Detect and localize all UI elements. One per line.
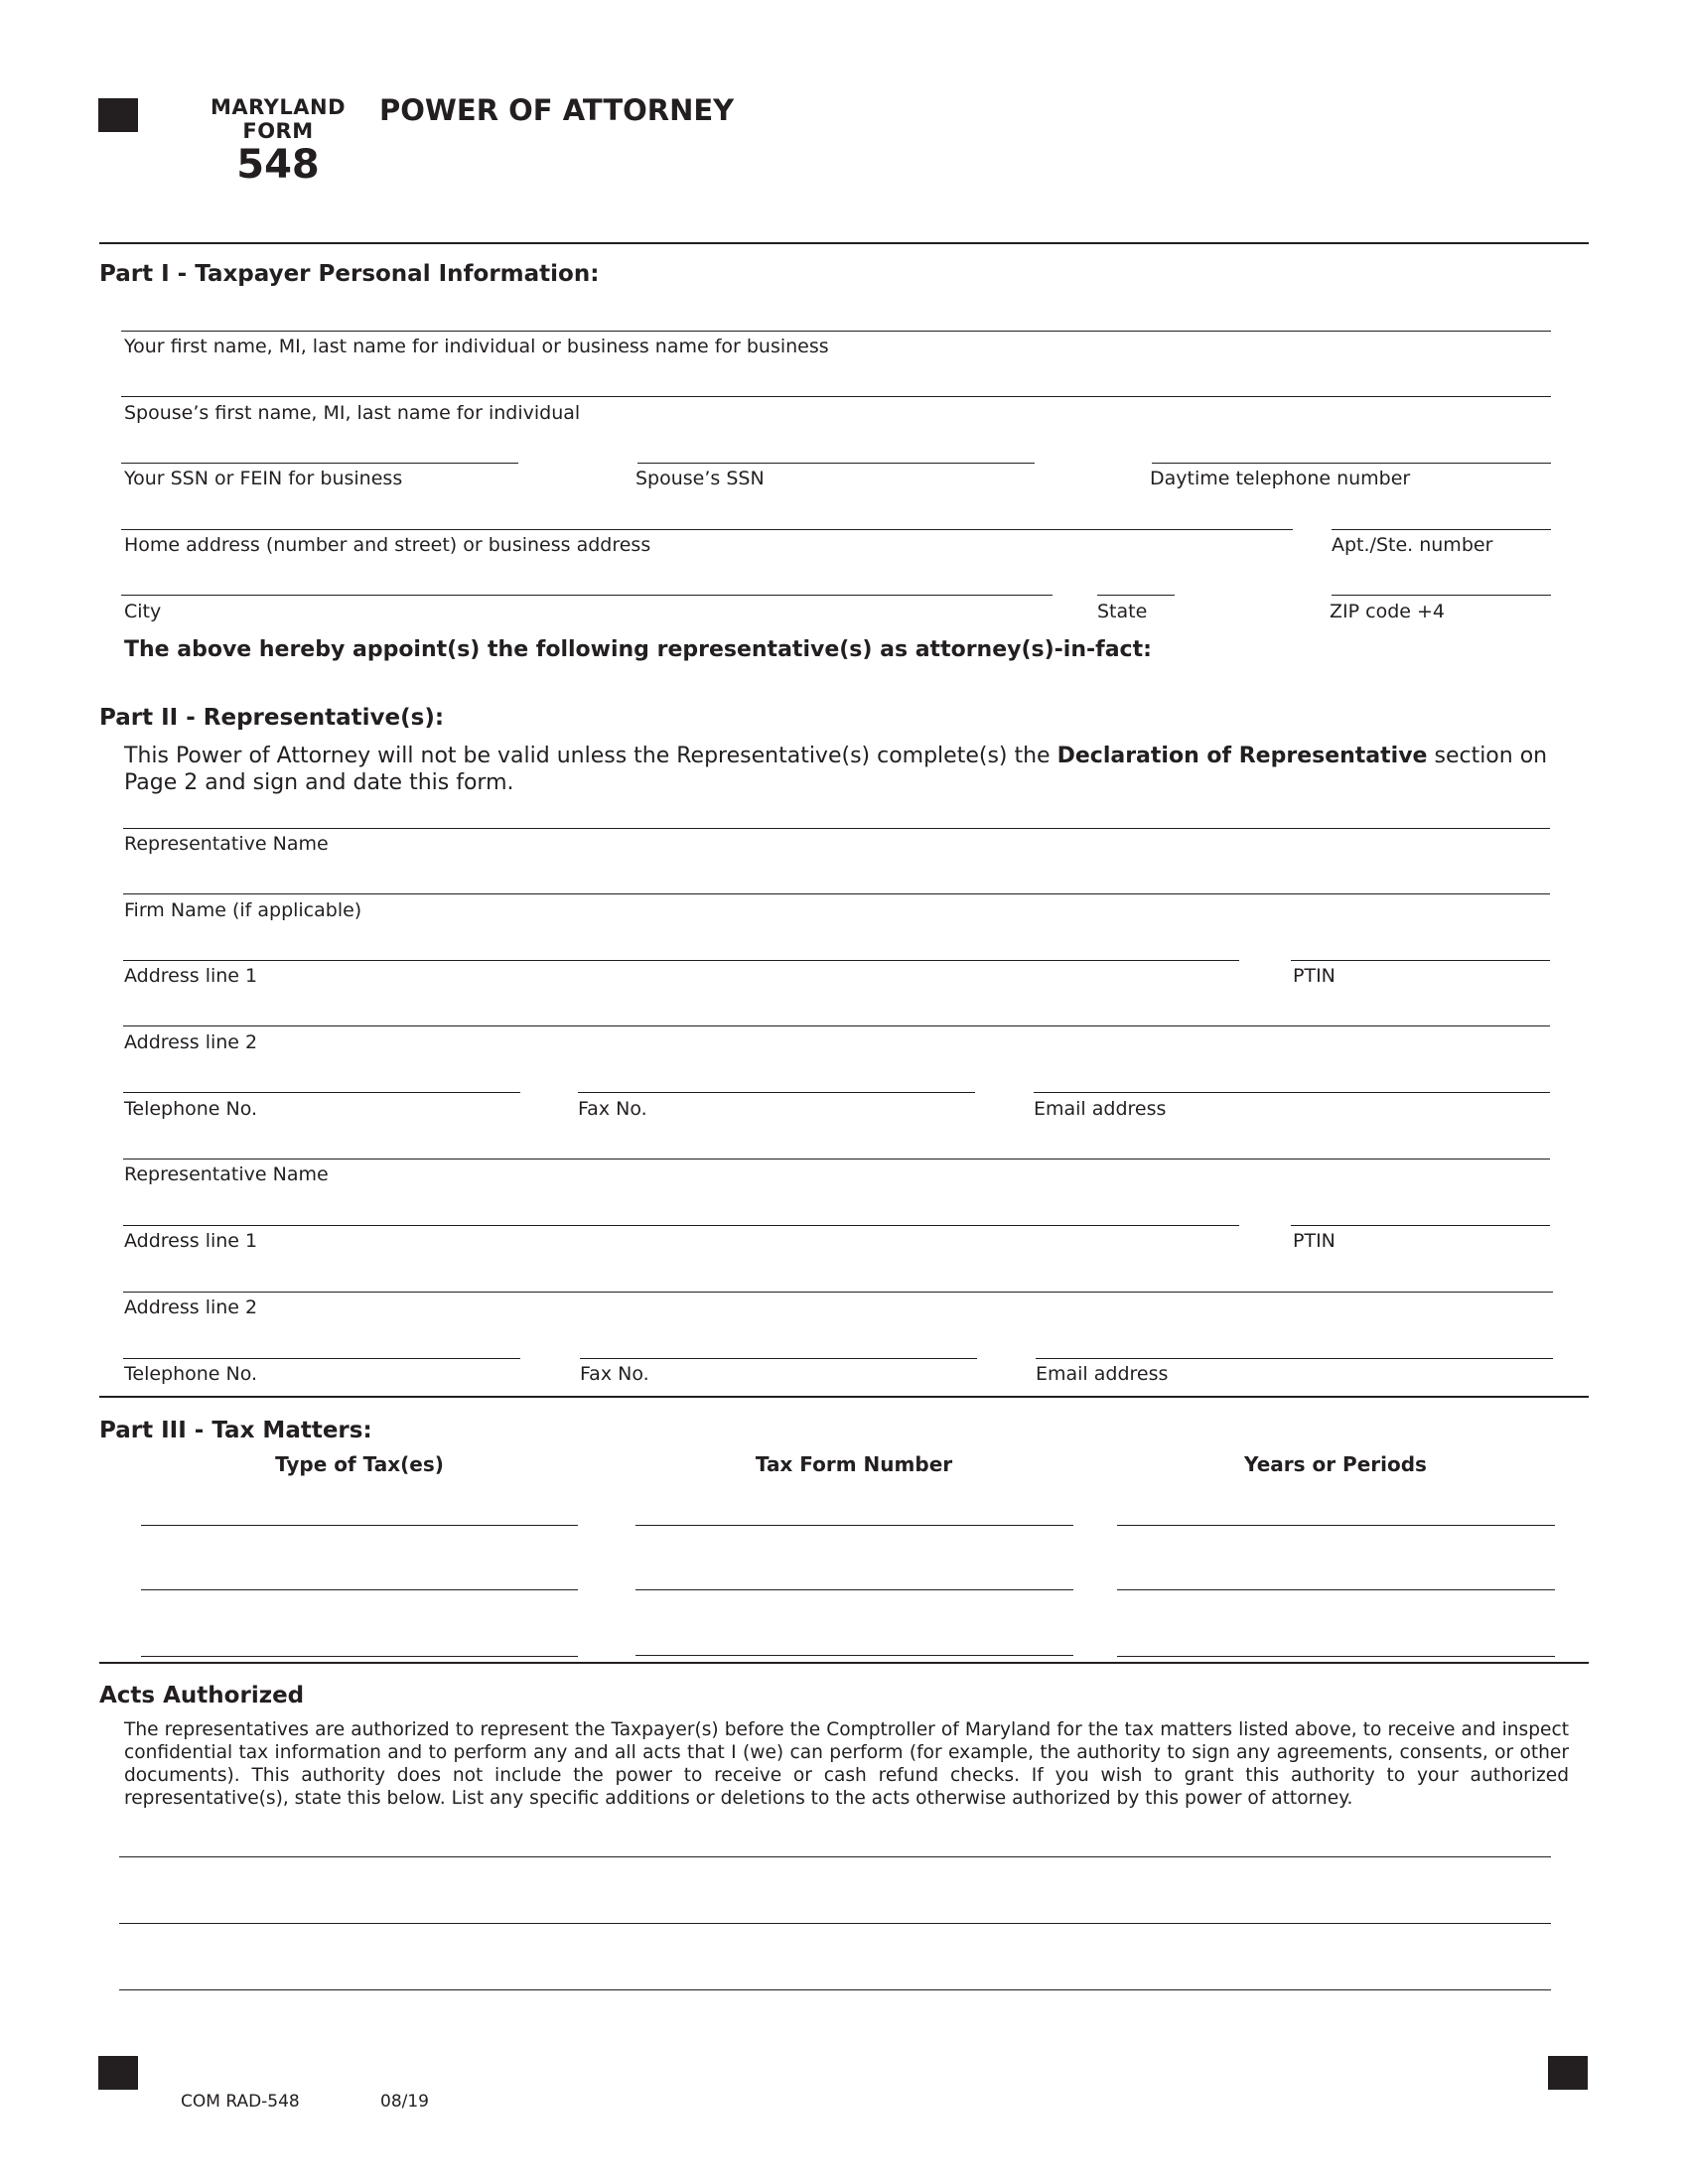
home-address-label: Home address (number and street) or business address — [124, 534, 651, 556]
ssn-field[interactable] — [121, 463, 518, 464]
part2-intro-text-2: section on Page 2 and sign and date this form. — [124, 744, 1548, 795]
acts-line-1[interactable] — [119, 1856, 1551, 1857]
zip-code-label: ZIP code +4 — [1330, 601, 1445, 622]
acts-authorized-text: The representatives are authorized to represent the Taxpayer(s) before the Comptroller of Maryland for the tax matters listed above, to receive and inspect confidential tax information and to perform any and all acts that I (we) can perform (for example, the authority to sign any agreements, consents, or other documents). This authority does not include the power to receive or cash refund checks. If you wish to grant this authority to your authorized representative(s), state this below. List any specific additions or deletions to the acts otherwise authorized by this power of attorney. — [124, 1719, 1569, 1809]
tax-form-field-1[interactable] — [635, 1525, 1073, 1526]
city-field[interactable] — [121, 595, 1053, 596]
apt-number-field[interactable] — [1332, 529, 1551, 530]
rep2-address1-label: Address line 1 — [124, 1230, 258, 1252]
form-number: 548 — [236, 142, 320, 188]
taxpayer-name-field[interactable] — [121, 331, 1551, 332]
acts-heading: Acts Authorized — [99, 1683, 305, 1708]
tax-years-field-1[interactable] — [1117, 1525, 1555, 1526]
header-divider — [99, 242, 1589, 244]
part3-divider — [99, 1396, 1589, 1398]
form-id-block — [204, 95, 352, 187]
rep2-address1-field[interactable] — [123, 1225, 1239, 1226]
tax-type-field-2[interactable] — [141, 1589, 578, 1590]
daytime-phone-label: Daytime telephone number — [1150, 468, 1411, 489]
registration-mark-bottom-right — [1548, 2056, 1588, 2090]
rep1-ptin-label: PTIN — [1293, 965, 1336, 987]
rep1-email-label: Email address — [1034, 1098, 1167, 1120]
rep2-address2-label: Address line 2 — [124, 1297, 258, 1318]
tax-years-field-2[interactable] — [1117, 1589, 1555, 1590]
rep1-name-field[interactable] — [123, 828, 1550, 829]
rep1-fax-label: Fax No. — [578, 1098, 647, 1120]
rep2-ptin-field[interactable] — [1291, 1225, 1550, 1226]
home-address-field[interactable] — [121, 529, 1293, 530]
zip-code-field[interactable] — [1332, 595, 1551, 596]
registration-mark-bottom-left — [98, 2056, 138, 2090]
acts-line-2[interactable] — [119, 1923, 1551, 1924]
tax-form-field-2[interactable] — [635, 1589, 1073, 1590]
col-type-of-tax: Type of Tax(es) — [275, 1452, 444, 1476]
rep1-address2-label: Address line 2 — [124, 1031, 258, 1053]
rep2-name-label: Representative Name — [124, 1163, 329, 1185]
rep2-email-label: Email address — [1036, 1363, 1169, 1385]
part3-heading: Part III - Tax Matters: — [99, 1418, 372, 1443]
spouse-name-label: Spouse’s first name, MI, last name for individual — [124, 402, 581, 424]
ssn-label: Your SSN or FEIN for business — [124, 468, 403, 489]
rep1-firm-label: Firm Name (if applicable) — [124, 899, 362, 921]
acts-line-3[interactable] — [119, 1989, 1551, 1990]
spouse-name-field[interactable] — [121, 396, 1551, 397]
rep2-phone-field[interactable] — [123, 1358, 520, 1359]
page-title: POWER OF ATTORNEY — [379, 93, 735, 127]
state-label: State — [1097, 601, 1148, 622]
col-years-or-periods: Years or Periods — [1244, 1452, 1427, 1476]
taxpayer-name-label: Your first name, MI, last name for individual or business name for business — [124, 336, 829, 357]
state-name: MARYLAND — [210, 95, 347, 119]
col-tax-form-number: Tax Form Number — [755, 1452, 953, 1476]
rep2-name-field[interactable] — [123, 1159, 1550, 1160]
apt-number-label: Apt./Ste. number — [1332, 534, 1493, 556]
rep2-phone-label: Telephone No. — [124, 1363, 258, 1385]
rep1-fax-field[interactable] — [578, 1092, 975, 1093]
spouse-ssn-field[interactable] — [637, 463, 1035, 464]
state-field[interactable] — [1097, 595, 1175, 596]
rep2-address2-field[interactable] — [123, 1292, 1553, 1293]
city-label: City — [124, 601, 162, 622]
part2-heading: Part II - Representative(s): — [99, 705, 445, 731]
rep1-phone-label: Telephone No. — [124, 1098, 258, 1120]
rep1-address2-field[interactable] — [123, 1025, 1550, 1026]
tax-form-field-3[interactable] — [635, 1655, 1073, 1656]
tax-type-field-1[interactable] — [141, 1525, 578, 1526]
form-code: COM RAD-548 — [181, 2092, 300, 2112]
rep1-address1-field[interactable] — [123, 960, 1239, 961]
appointment-statement: The above hereby appoint(s) the following representative(s) as attorney(s)-in-fact: — [124, 637, 1152, 662]
registration-mark-top-left — [98, 98, 138, 132]
form-revision: 08/19 — [380, 2092, 429, 2112]
rep2-fax-field[interactable] — [580, 1358, 977, 1359]
daytime-phone-field[interactable] — [1152, 463, 1551, 464]
rep2-email-field[interactable] — [1036, 1358, 1553, 1359]
form-word: FORM — [242, 119, 314, 143]
rep1-address1-label: Address line 1 — [124, 965, 258, 987]
declaration-of-representative-reference: Declaration of Representative — [1056, 744, 1428, 768]
rep1-firm-field[interactable] — [123, 893, 1550, 894]
rep1-email-field[interactable] — [1034, 1092, 1550, 1093]
rep2-fax-label: Fax No. — [580, 1363, 649, 1385]
spouse-ssn-label: Spouse’s SSN — [635, 468, 765, 489]
rep1-name-label: Representative Name — [124, 833, 329, 855]
tax-years-field-3[interactable] — [1117, 1656, 1555, 1657]
rep1-phone-field[interactable] — [123, 1092, 520, 1093]
acts-divider — [99, 1662, 1589, 1664]
part2-intro-text-1: This Power of Attorney will not be valid unless the Representative(s) complete(s) the — [124, 744, 1057, 768]
rep2-ptin-label: PTIN — [1293, 1230, 1336, 1252]
tax-type-field-3[interactable] — [141, 1656, 578, 1657]
part2-intro — [124, 743, 1564, 796]
part1-heading: Part I - Taxpayer Personal Information: — [99, 261, 600, 287]
rep1-ptin-field[interactable] — [1291, 960, 1550, 961]
